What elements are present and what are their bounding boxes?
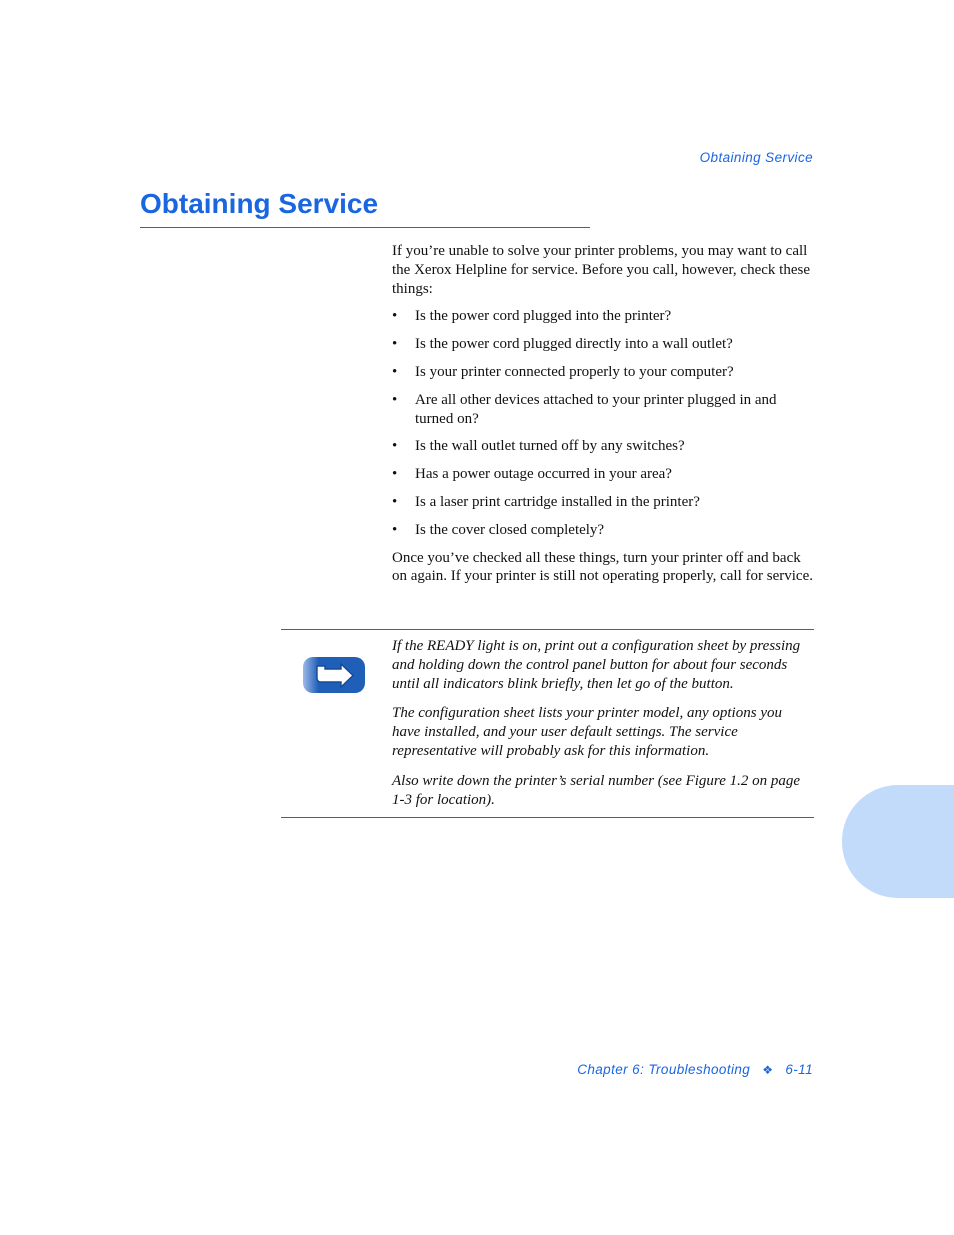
- footer-chapter: Chapter 6: Troubleshooting: [577, 1062, 751, 1077]
- note-box: [281, 629, 814, 818]
- page-title: Obtaining Service: [140, 188, 379, 219]
- footer-page-number: 6-11: [785, 1062, 813, 1077]
- page-footer: [577, 1062, 813, 1077]
- list-item: [392, 363, 817, 382]
- list-item: [392, 335, 817, 354]
- list-item-text: Are all other devices attached to your printer plugged in and turned on?: [415, 391, 777, 427]
- body-column: [392, 242, 817, 586]
- bullet-icon: •: [392, 466, 398, 483]
- bullet-icon: •: [392, 493, 398, 510]
- list-item-text: Is a laser print cartridge installed in the printer?: [415, 493, 700, 510]
- running-header: Obtaining Service: [699, 150, 813, 165]
- note-text: [392, 637, 814, 820]
- list-item-text: Is the power cord plugged directly into a wall outlet?: [415, 336, 733, 353]
- note-paragraph: The configuration sheet lists your printer model, any options you have installed, and your user default settings. The service representative will probably ask for this information.: [392, 705, 782, 759]
- note-arrow-icon: [303, 657, 365, 693]
- footer-separator-icon: ❖: [762, 1063, 774, 1077]
- list-item-text: Is the power cord plugged into the printer?: [415, 308, 672, 325]
- closing-paragraph: Once you’ve checked all these things, turn your printer off and back on again. If your printer is still not operating properly, call for service.: [392, 549, 813, 585]
- bullet-icon: •: [392, 438, 398, 455]
- list-item: [392, 493, 817, 512]
- list-item: [392, 307, 817, 326]
- bullet-icon: •: [392, 363, 398, 380]
- list-item: [392, 465, 817, 484]
- title-rule: [140, 227, 590, 228]
- list-item: [392, 521, 817, 540]
- list-item-text: Is the wall outlet turned off by any switches?: [415, 438, 685, 455]
- checklist: [392, 307, 817, 539]
- list-item-text: Is the cover closed completely?: [415, 521, 605, 538]
- note-paragraph: Also write down the printer’s serial number (see Figure 1.2 on page 1-3 for location).: [392, 772, 801, 808]
- bullet-icon: •: [392, 391, 398, 408]
- list-item: [392, 437, 817, 456]
- list-item: [392, 391, 817, 429]
- list-item-text: Has a power outage occurred in your area?: [415, 466, 672, 483]
- list-item-text: Is your printer connected properly to your computer?: [415, 363, 734, 380]
- intro-paragraph: If you’re unable to solve your printer problems, you may want to call the Xerox Helpline for service. Before you call, however, check these things:: [392, 243, 810, 297]
- bullet-icon: •: [392, 308, 398, 325]
- chapter-tab: [842, 785, 954, 898]
- bullet-icon: •: [392, 336, 398, 353]
- bullet-icon: •: [392, 521, 398, 538]
- note-paragraph: If the READY light is on, print out a configuration sheet by pressing and holding down the control panel button for about four seconds until all indicators blink briefly, then let go of the button.: [392, 638, 801, 692]
